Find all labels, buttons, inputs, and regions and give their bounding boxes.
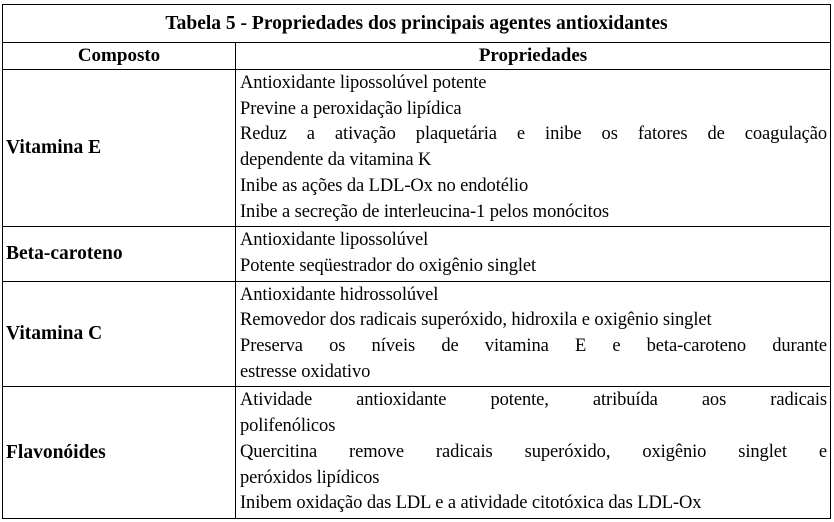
property-line: Inibe a secreção de interleucina-1 pelos monócitos xyxy=(240,201,609,222)
property-line: polifenólicos xyxy=(240,416,336,437)
properties-cell xyxy=(236,227,831,281)
property-line: dependente da vitamina K xyxy=(240,150,432,171)
property-line: peróxidos lipídicos xyxy=(240,467,380,488)
table-row xyxy=(3,387,831,519)
header-propriedades: Propriedades xyxy=(236,43,831,70)
header-composto: Composto xyxy=(3,43,236,70)
compound-name: Beta-caroteno xyxy=(3,227,236,281)
properties-cell xyxy=(236,281,831,387)
property-line: Inibe as ações da LDL-Ox no endotélio xyxy=(240,175,529,196)
table-title: Tabela 5 - Propriedades dos principais agentes antioxidantes xyxy=(3,5,831,43)
table-row xyxy=(3,281,831,387)
property-line: Preserva os níveis de vitamina E e beta-caroteno durante xyxy=(240,336,827,357)
compound-name: Vitamina C xyxy=(3,281,236,387)
table-row xyxy=(3,70,831,227)
properties-cell xyxy=(236,387,831,519)
property-line: Potente seqüestrador do oxigênio singlet xyxy=(240,255,537,276)
property-line: Inibem oxidação das LDL e a atividade citotóxica das LDL-Ox xyxy=(240,493,702,514)
property-line: Antioxidante lipossolúvel potente xyxy=(240,73,487,93)
property-line: estresse oxidativo xyxy=(240,361,371,382)
properties-cell xyxy=(236,70,831,227)
property-line: Atividade antioxidante potente, atribuída aos radicais xyxy=(240,390,827,411)
property-line: Quercitina remove radicais superóxido, oxigênio singlet e xyxy=(240,441,827,462)
compound-name: Flavonóides xyxy=(3,387,236,519)
compound-name: Vitamina E xyxy=(3,70,236,227)
property-line: Previne a peroxidação lipídica xyxy=(240,98,462,119)
property-line: Antioxidante hidrossolúvel xyxy=(240,284,439,305)
table-header-row xyxy=(3,43,831,70)
antioxidant-properties-table xyxy=(2,4,831,519)
property-line: Antioxidante lipossolúvel xyxy=(240,230,429,251)
table-row xyxy=(3,227,831,281)
property-line: Removedor dos radicais superóxido, hidroxila e oxigênio singlet xyxy=(240,310,712,331)
property-line: Reduz a ativação plaquetária e inibe os fatores de coagulação xyxy=(240,124,827,145)
document-page xyxy=(2,4,830,519)
table-title-row xyxy=(3,5,831,43)
